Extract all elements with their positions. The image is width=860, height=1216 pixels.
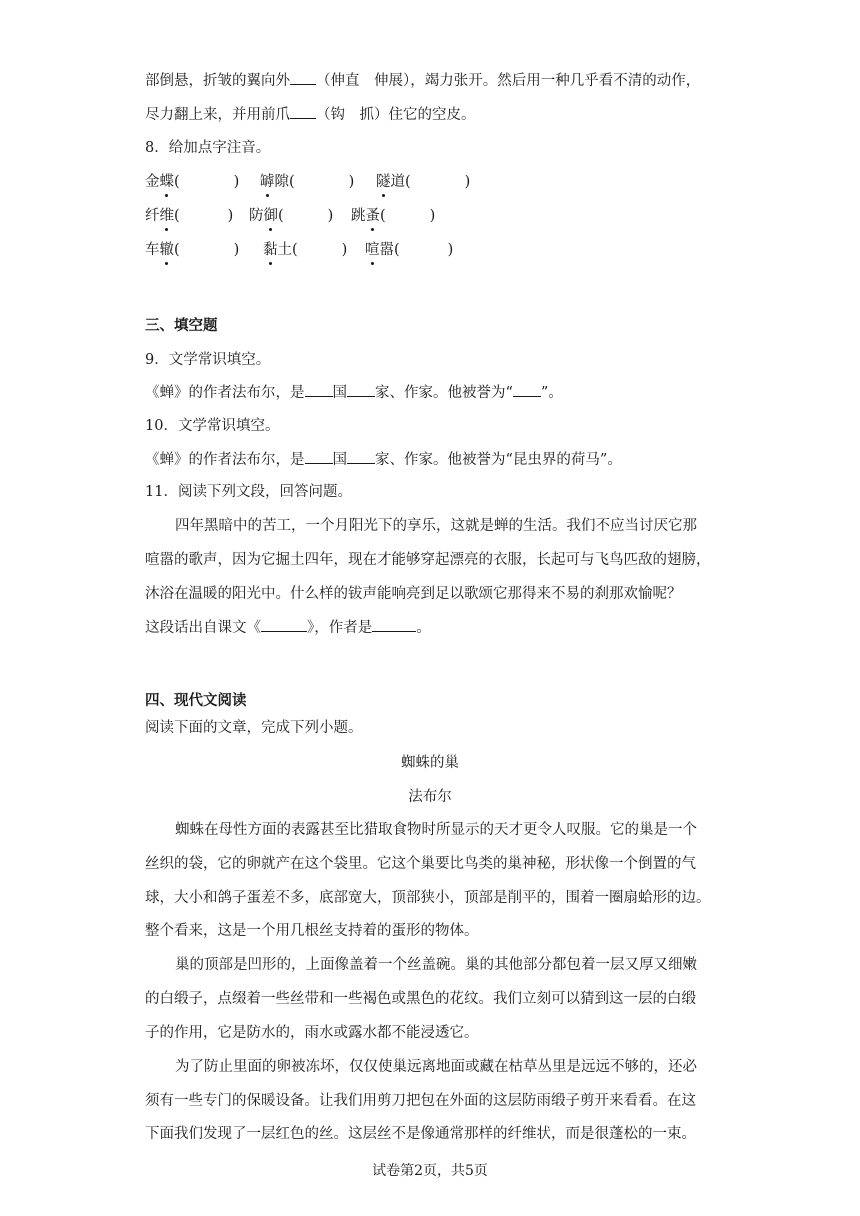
dotted-char: 隧 [376,174,391,190]
pinyin-item: 隧道( ) [376,174,471,190]
q10-title: 10．文学常识填空。 [145,418,280,434]
answer-blank[interactable] [513,382,541,397]
article-line: 为了防止里面的卵被冻坏，仅仅使巢远离地面或藏在枯草丛里是远远不够的，还必 [175,1059,697,1075]
q11-passage-line: 沐浴在温暖的阳光中。什么样的钹声能响亮到足以歌颂它那得来不易的刹那欢愉呢？ [145,586,682,602]
dotted-char: 蚤 [365,208,380,224]
continuation-line-2 [145,104,476,125]
pinyin-item: 纤维( ) [145,208,234,224]
continuation-text: 部倒悬，折皱的翼向外 [145,73,290,89]
section-intro: 阅读下面的文章，完成下列小题。 [145,720,363,736]
answer-blank[interactable] [347,449,375,464]
article-line: 整个看来，这是一个用几根丝支持着的蛋形的物体。 [145,923,479,939]
pinyin-item: 防御( ) [249,208,334,224]
q9-body: 《蝉》的作者法布尔，是 国 家、作家。他被誉为“ ”。 [145,382,563,403]
q11-passage-line: 喧嚣的歌声，因为它掘土四年，现在才能够穿起漂亮的衣服，长起可与飞鸟匹敌的翅膀， [145,552,711,568]
article-line: 须有一些专门的保暖设备。让我们用剪刀把包在外面的这层防雨缎子剪开来看看。在这 [145,1093,696,1109]
continuation-text: 尽力翻上来，并用前爪 [145,107,290,123]
q11-title: 11．阅读下列文段，回答问题。 [145,484,352,500]
q11-passage-line: 四年黑暗中的苦工，一个月阳光下的享乐，这就是蝉的生活。我们不应当讨厌它那 [175,518,697,534]
dotted-char: 辙 [159,242,174,258]
pinyin-item: 喧嚣( ) [365,242,454,258]
article-line: 丝织的袋，它的卵就产在这个袋里。它这个巢要比鸟类的巢神秘，形状像一个倒置的气 [145,856,696,872]
pinyin-item: 罅隙( ) [260,174,355,190]
pinyin-item: 金蝶( ) [145,174,240,190]
article-line: 下面我们发现了一层红色的丝。这层丝不是像通常那样的纤维状，而是很蓬松的一束。 [145,1126,696,1142]
article-author: 法布尔 [408,789,452,805]
answer-blank[interactable] [372,617,416,632]
article-line: 子的作用，它是防水的，雨水或露水都不能浸透它。 [145,1025,479,1041]
article-line: 巢的顶部是凹形的，上面像盖着一个丝盖碗。巢的其他部分都包着一层又厚又细嫩 [175,957,697,973]
dotted-char: 维 [159,208,174,224]
continuation-text: （伸直 伸展），竭力张开。然后用一种几乎看不清的动作， [316,73,701,89]
q8-title: 8．给加点字注音。 [145,140,271,156]
dotted-char: 罅 [260,174,275,190]
q11-question: 这段话出自课文《 》，作者是 。 [145,617,431,638]
q10-body: 《蝉》的作者法布尔，是 国 家、作家。他被誉为“昆虫界的荷马”。 [145,449,622,470]
dotted-char: 御 [263,208,278,224]
pinyin-item: 车辙( ) [145,242,240,258]
answer-blank[interactable] [305,449,333,464]
pinyin-item: 跳蚤( ) [351,208,436,224]
article-title: 蜘蛛的巢 [401,755,459,771]
continuation-text: （钩 抓）住它的空皮。 [316,107,476,123]
section-title: 三、填空题 [145,317,218,334]
section-title: 四、现代文阅读 [145,692,247,709]
pinyin-item: 黏土( ) [263,242,348,258]
answer-blank[interactable] [261,617,307,632]
answer-blank[interactable] [305,382,333,397]
article-line: 蜘蛛在母性方面的表露甚至比猎取食物时所显示的天才更令人叹服。它的巢是一个 [175,822,697,838]
dotted-char: 蝶 [159,174,174,190]
article-line: 球，大小和鸽子蛋差不多，底部宽大，顶部狭小，顶部是削平的，围着一圈扇蛤形的边。 [145,890,711,906]
continuation-line-1 [145,70,700,91]
answer-blank[interactable] [290,70,316,85]
article-line: 的白缎子，点缀着一些丝带和一些褐色或黑色的花纹。我们立刻可以猜到这一层的白缎 [145,991,696,1007]
page-footer: 试卷第2页，共5页 [372,1163,488,1179]
dotted-char: 黏 [263,242,278,258]
answer-blank[interactable] [347,382,375,397]
q9-title: 9．文学常识填空。 [145,352,271,368]
dotted-char: 喧 [365,242,380,258]
answer-blank[interactable] [290,104,316,119]
